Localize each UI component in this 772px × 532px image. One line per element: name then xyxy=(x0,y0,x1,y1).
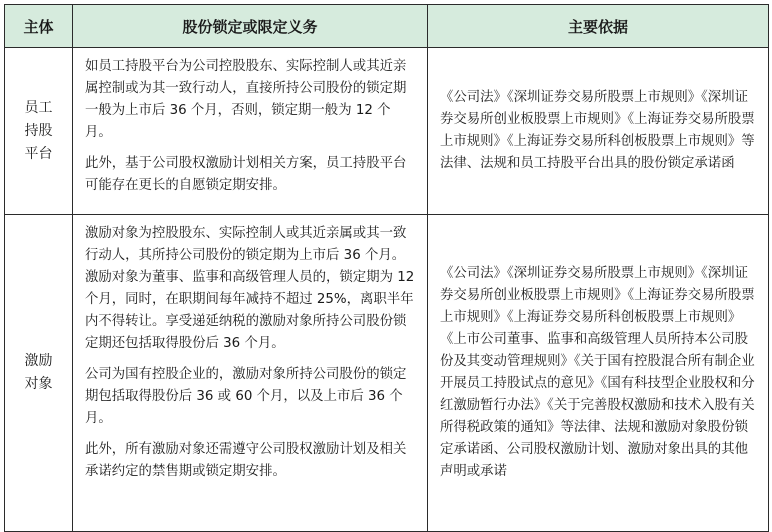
basis-cell: 《公司法》《深圳证券交易所股票上市规则》《深圳证券交易所创业板股票上市规则》《上海证券交易所股票上市规则》《上海证券交易所科创板股票上市规则》《上市公司董事、监事和高级管理人员所持本公司股份及其变动管理规则》《关于国有控股混合所有制企业开展员工持股试点的意见》《国有科技型企业股权和分红激励暂行办法》《关于完善股权激励和技术入股有关所得税政策的通知》等法律、法规和激励对象股份锁定承诺函、公司股权激励计划、激励对象出具的其他声明或承诺 xyxy=(428,215,769,532)
header-row xyxy=(5,5,769,48)
basis-cell: 《公司法》《深圳证券交易所股票上市规则》《深圳证券交易所创业板股票上市规则》《上海证券交易所股票上市规则》《上海证券交易所科创板股票上市规则》等法律、法规和员工持股平台出具的股份锁定承诺函 xyxy=(428,48,769,215)
obligation-paragraph: 此外，所有激励对象还需遵守公司股权激励计划及相关承诺约定的禁售期或锁定期安排。 xyxy=(85,442,407,479)
obligation-paragraph: 此外，基于公司股权激励计划相关方案，员工持股平台可能存在更长的自愿锁定期安排。 xyxy=(85,156,407,193)
header-subject: 主体 xyxy=(5,5,73,48)
subject-cell xyxy=(5,215,73,532)
subject-line: 激励 xyxy=(24,353,53,369)
obligation-cell xyxy=(73,48,428,215)
header-obligation: 股份锁定或限定义务 xyxy=(73,5,428,48)
subject-line: 持股 xyxy=(24,122,53,139)
table-row xyxy=(5,48,769,215)
table-row xyxy=(5,215,769,532)
lockup-table xyxy=(4,4,769,532)
subject-line: 员工 xyxy=(24,99,53,116)
subject-line: 平台 xyxy=(24,145,53,162)
subject-line: 对象 xyxy=(24,376,53,392)
header-basis: 主要依据 xyxy=(428,5,769,48)
obligation-cell xyxy=(73,215,428,532)
obligation-paragraph: 如员工持股平台为公司控股股东、实际控制人或其近亲属控制或为其一致行动人，直接所持公司股份的锁定期一般为上市后 36 个月，否则，锁定期一般为 12 个月。 xyxy=(85,59,407,140)
obligation-paragraph: 公司为国有控股企业的，激励对象所持公司股份的锁定期包括取得股份后 36 或 60 个月，以及上市后 36 个月。 xyxy=(85,367,407,426)
obligation-paragraph: 激励对象为控股股东、实际控制人或其近亲属或其一致行动人，其所持公司股份的锁定期为上市后 36 个月。激励对象为董事、监事和高级管理人员的，锁定期为 12 个月，同时，在职期间每年减持不超过 25%，离职半年内不得转让。享受递延纳税的激励对象所持公司股份锁定期还包括取得股份后 36 个月。 xyxy=(85,226,415,351)
subject-cell xyxy=(5,48,73,215)
